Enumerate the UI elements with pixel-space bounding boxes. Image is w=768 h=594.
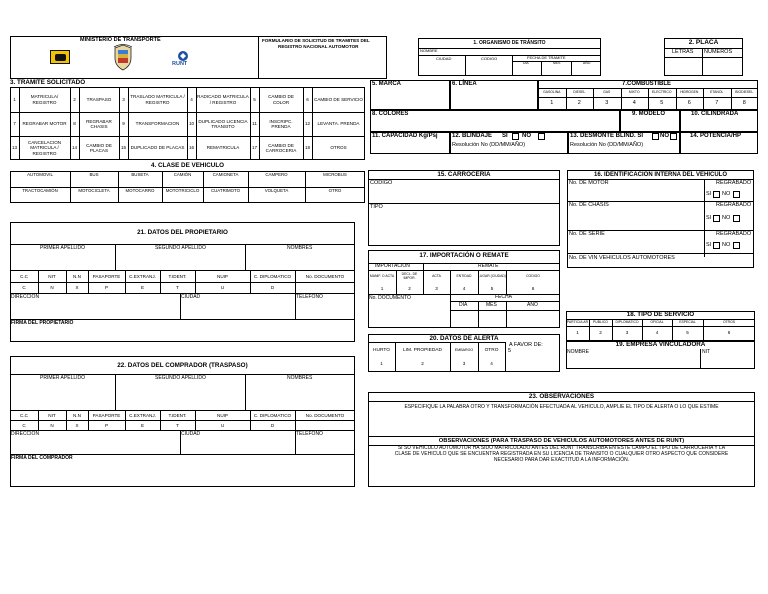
- vin-label[interactable]: No. DE VIN VEHICULOS AUTOMOTORES: [569, 255, 675, 261]
- import-option-number[interactable]: 1: [380, 285, 384, 291]
- tramite-title: 3. TRAMITE SOLICITADO: [10, 79, 86, 86]
- blindaje-si-label: SI: [502, 133, 508, 139]
- servicio-option-label: ESPECIAL: [679, 320, 696, 325]
- desmonte-title: 13. DESMONTE BLIND. SI: [570, 133, 644, 139]
- tramite-option-number[interactable]: 15: [120, 145, 127, 151]
- comp-direccion-label[interactable]: DIRECCION: [11, 431, 40, 437]
- doc-type-code[interactable]: E: [140, 284, 145, 290]
- potencia-title: 14. POTENCIA/HP: [690, 133, 742, 139]
- motor-no-label: NO: [722, 191, 731, 197]
- doc-type-header: PASAPORTE: [92, 273, 121, 279]
- organismo-codigo-label[interactable]: CODIGO: [481, 56, 498, 61]
- doc-type-code[interactable]: U: [220, 284, 225, 290]
- comp-segundo-apellido-label[interactable]: SEGUNDO APELLIDO: [155, 375, 206, 381]
- tramite-option-number[interactable]: 1: [13, 96, 16, 102]
- servicio-option-number[interactable]: 1: [576, 330, 579, 336]
- doc-type-header: PASAPORTE: [92, 412, 121, 418]
- observaciones-note-1: SI SU VEHICULO AUTOMOTOR HA SIDO MATRICULADO ANTES DEL RUNT TRANSCRIBA EN ESTE CAMPO EL TIPO DE CARROCERIA Y LA: [397, 445, 726, 451]
- tramite-option-label[interactable]: TRASLADO MATRICULA / REGISTRO: [130, 94, 185, 105]
- codigo-label: CODIGO: [526, 274, 540, 279]
- doc-type-header: NUIP: [217, 273, 228, 279]
- tramite-option-number[interactable]: 2: [73, 96, 76, 102]
- chasis-no-checkbox[interactable]: [733, 215, 740, 222]
- combustible-option-label: GAS: [603, 90, 611, 95]
- servicio-option-number[interactable]: 5: [686, 330, 689, 336]
- alerta-option-label: LIM. PROPIEDAD: [403, 347, 442, 353]
- ministry-title: MINISTERIO DE TRANSPORTE: [80, 37, 161, 43]
- clase-title: 4. CLASE DE VEHICULO: [150, 162, 225, 169]
- prop-nombres-label[interactable]: NOMBRES: [287, 245, 313, 251]
- doc-type-header: NUIP: [217, 412, 228, 418]
- combustible-option-number[interactable]: 5: [660, 100, 664, 107]
- doc-type-code[interactable]: X: [75, 422, 79, 428]
- linea-title: 6. LÍNEA: [452, 81, 477, 87]
- chasis-label[interactable]: No. DE CHASIS: [569, 202, 609, 208]
- importacion-title: 17. IMPORTACIÓN O REMATE: [419, 252, 509, 259]
- tramite-option-label[interactable]: RADICADO MATRICULA / REGISTRO: [197, 94, 249, 105]
- combustible-option-label: GASOLINA: [543, 90, 561, 95]
- tramite-option-number[interactable]: 12: [304, 121, 311, 127]
- alerta-option-number[interactable]: 1: [380, 361, 383, 367]
- desmonte-si-checkbox[interactable]: [652, 133, 659, 140]
- doc-type-code[interactable]: T: [176, 422, 179, 428]
- prop-primer-apellido-label[interactable]: PRIMER APELLIDO: [40, 245, 86, 251]
- combustible-title: 7.COMBUSTIBLE: [622, 81, 672, 87]
- colores-title: 8. COLORES: [372, 111, 409, 117]
- carroceria-panel: [368, 170, 560, 246]
- chasis-si-label: SI: [706, 215, 712, 221]
- chasis-no-label: NO: [722, 215, 731, 221]
- tramite-option-number[interactable]: 16: [188, 145, 195, 151]
- clase-option[interactable]: MICROBUS: [323, 172, 347, 178]
- import-mes-label[interactable]: MES: [486, 302, 497, 308]
- ministry-logo-icon: [50, 50, 70, 64]
- placa-numeros-label[interactable]: NÚMEROS: [704, 49, 733, 55]
- combustible-option-number[interactable]: 6: [687, 100, 691, 107]
- clase-option[interactable]: TRACTOCAMIÓN: [22, 188, 58, 194]
- serie-regrabado-label: REGRABADO: [716, 231, 752, 237]
- servicio-option-number[interactable]: 2: [599, 330, 602, 336]
- clase-option[interactable]: BUS: [89, 172, 99, 178]
- tramite-option-number[interactable]: 5: [253, 96, 256, 102]
- carroceria-title: 15. CARROCERÍA: [437, 171, 491, 178]
- alerta-title: 20. DATOS DE ALERTA: [429, 335, 499, 342]
- tramite-option-label[interactable]: CAMBIO DE CARROCERIA: [265, 142, 297, 153]
- clase-option[interactable]: AUTOMOVIL: [27, 172, 53, 178]
- empresa-nit-label[interactable]: NIT: [702, 349, 711, 355]
- organismo-ano-label[interactable]: AÑO: [583, 61, 591, 65]
- doc-type-header: NIT: [48, 412, 56, 418]
- organismo-dia-label[interactable]: DIA: [523, 61, 529, 65]
- serie-label[interactable]: No. DE SERIE: [569, 231, 605, 237]
- doc-type-header: NIT: [48, 273, 56, 279]
- prop-direccion-label[interactable]: DIRECCION: [11, 294, 40, 300]
- acta-label: ACTA: [432, 274, 441, 279]
- desmonte-no-label: NO: [660, 133, 669, 139]
- tramite-option-label[interactable]: CAMBIO DE COLOR: [268, 94, 294, 105]
- empresa-nombre-label[interactable]: NOMBRE: [567, 349, 589, 355]
- import-dia-label[interactable]: DIA: [459, 302, 468, 308]
- doc-type-header: C. DIPLOMATICO: [253, 273, 292, 279]
- doc-type-code[interactable]: X: [75, 284, 79, 290]
- tramite-option-label[interactable]: MATRICULA/ REGISTRO: [30, 94, 59, 105]
- organismo-fecha-label: FECHA DE TRAMITE: [527, 55, 566, 60]
- serie-si-label: SI: [706, 242, 712, 248]
- placa-letras-label[interactable]: LETRAS: [672, 49, 694, 55]
- propietario-title: 21. DATOS DEL PROPIETARIO: [137, 229, 228, 236]
- import-fecha-label: FECHA: [495, 294, 512, 300]
- doc-type-header: T.IDENT.: [168, 273, 187, 279]
- tramite-option-number[interactable]: 8: [73, 121, 76, 127]
- import-option-number[interactable]: 2: [408, 285, 411, 291]
- clase-option[interactable]: CUATRIMOTO: [210, 188, 241, 194]
- combustible-option-number[interactable]: 7: [715, 100, 719, 107]
- doc-type-header: C.EXTRANJ.: [129, 273, 156, 279]
- doc-type-code[interactable]: C: [22, 284, 26, 290]
- tramite-option-label[interactable]: LEVANTA. PRENDA: [317, 121, 360, 127]
- doc-type-code[interactable]: C: [22, 422, 26, 428]
- servicio-title: 18. TIPO DE SERVICIO: [626, 311, 695, 318]
- organismo-title: 1. ORGANISMO DE TRÁNSITO: [473, 40, 546, 46]
- runt-label: RUNT: [172, 61, 188, 67]
- prop-firma-label[interactable]: FIRMA DEL PROPIETARIO: [11, 320, 74, 326]
- doc-type-header: C.EXTRANJ.: [129, 412, 156, 418]
- desmonte-resolucion-label[interactable]: Resolución No (DD/MM/AÑO): [570, 142, 644, 148]
- comp-telefono-label[interactable]: TELEFONO: [296, 431, 323, 437]
- tramite-option-number[interactable]: 3: [122, 96, 125, 102]
- tramite-option-label[interactable]: OTROS: [330, 145, 347, 151]
- alerta-favor-num: 5: [508, 348, 512, 354]
- tramite-option-label[interactable]: REGRABAR MOTOR: [22, 121, 67, 127]
- tramite-option-number[interactable]: 13: [11, 145, 18, 151]
- motor-regrabado-label: REGRABADO: [716, 180, 752, 186]
- tramite-option-number[interactable]: 11: [252, 121, 257, 127]
- doc-type-code[interactable]: P: [104, 284, 109, 290]
- empresa-title: 19. EMPRESA VINCULADORA: [615, 341, 706, 348]
- modelo-title: 9. MODELO: [632, 111, 666, 117]
- capacidad-title: 11. CAPACIDAD Kg/Psj: [372, 133, 438, 139]
- lugar-label: LUGAR (CIUDAD): [478, 274, 506, 279]
- tramite-option-number[interactable]: 10: [188, 121, 195, 127]
- doc-type-header: N.N: [73, 412, 81, 418]
- alerta-option-label: HURTO: [373, 347, 390, 353]
- combustible-option-label: DIESEL: [573, 90, 586, 95]
- tramite-option-number[interactable]: 18: [304, 145, 311, 151]
- combustible-option-label: ELECTRICO: [652, 90, 672, 95]
- doc-type-code[interactable]: N: [50, 422, 54, 428]
- combustible-option-label: BIODIESEL: [735, 90, 754, 95]
- alerta-favor-label[interactable]: A FAVOR DE:: [509, 342, 543, 348]
- combustible-option-label: HIDROGEN: [680, 90, 699, 95]
- serie-no-label: NO: [722, 242, 731, 248]
- observaciones-note-3: NECESARIO PARA DAR EXACTITUD A LA INFORMACIÓN.: [493, 457, 630, 463]
- servicio-option-label: OFICIAL: [650, 320, 664, 325]
- tramite-option-label[interactable]: TRASPASO: [86, 96, 112, 102]
- tramite-option-label[interactable]: TRANSFORMACION: [135, 121, 180, 127]
- combustible-option-number[interactable]: 3: [605, 100, 609, 107]
- clase-option[interactable]: CAMIÓN: [173, 172, 192, 178]
- servicio-option-number[interactable]: 3: [625, 330, 629, 336]
- tramite-option-number[interactable]: 9: [122, 121, 125, 127]
- observaciones-instruccion: ESPECIFIQUE LA PALABRA OTRO Y TRANSFORMACIÓN EFECTUADA AL VEHICULO, AMPLIE EL TIPO DE ALERTA O LO QUE ESTIME: [404, 404, 719, 410]
- servicio-option-number[interactable]: 4: [655, 330, 659, 336]
- chasis-si-checkbox[interactable]: [713, 215, 720, 222]
- manif-label: MANIF. O ACTA: [369, 274, 395, 279]
- import-option-number[interactable]: 3: [435, 285, 438, 291]
- tramite-option-label[interactable]: CAMBIO DE SERVICIO: [314, 96, 363, 102]
- doc-type-header: No. DOCUMENTO: [305, 412, 345, 418]
- tramite-option-number[interactable]: 6: [306, 96, 309, 102]
- doc-type-code[interactable]: E: [140, 422, 145, 428]
- prop-segundo-apellido-label[interactable]: SEGUNDO APELLIDO: [155, 245, 206, 251]
- clase-option[interactable]: MOTOTRICICLO: [165, 188, 200, 194]
- comprador-title: 22. DATOS DEL COMPRADOR (TRASPASO): [117, 362, 248, 369]
- doc-type-header: T.IDENT.: [168, 412, 187, 418]
- tramite-option-label[interactable]: DUPLICADO LICENCIA TRANSITO: [198, 118, 248, 129]
- tramite-option-number[interactable]: 7: [13, 121, 16, 127]
- decl-label: DECL. DE IMPOR.: [401, 272, 418, 280]
- carroceria-tipo-label[interactable]: TIPO: [370, 204, 383, 210]
- alerta-option-label: OTRO: [484, 347, 499, 353]
- organismo-mes-label[interactable]: MES: [553, 61, 561, 65]
- doc-type-code[interactable]: P: [104, 422, 109, 428]
- comp-nombres-label[interactable]: NOMBRES: [287, 375, 313, 381]
- prop-telefono-label[interactable]: TELEFONO: [296, 294, 323, 300]
- motor-no-checkbox[interactable]: [733, 191, 740, 198]
- entidad-label: ENTIDAD: [456, 274, 472, 279]
- identificacion-title: 16. IDENTIFICACION INTERNA DEL VEHICULO: [593, 172, 727, 178]
- servicio-option-label: DIPLOMATICO: [615, 320, 639, 325]
- tramite-option-number[interactable]: 4: [190, 96, 193, 102]
- combustible-option-number[interactable]: 2: [577, 100, 581, 107]
- observaciones-sub-title: OBSERVACIONES (PARA TRASPASO DE VEHICULOS AUTOMOTORES ANTES DE RUNT): [438, 438, 685, 444]
- form-title-line-1: FORMULARIO DE SOLICITUD DE TRAMITES DEL: [262, 38, 370, 43]
- comp-primer-apellido-label[interactable]: PRIMER APELLIDO: [40, 375, 86, 381]
- clase-option[interactable]: MOTOCICLETA: [78, 188, 110, 194]
- serie-si-checkbox[interactable]: [713, 242, 720, 249]
- servicio-option-label: PUBLICO: [593, 320, 608, 325]
- tramite-option-label[interactable]: REMATRICULA: [206, 145, 240, 151]
- prop-ciudad-label[interactable]: CIUDAD: [181, 294, 201, 300]
- motor-si-checkbox[interactable]: [713, 191, 720, 198]
- import-option-number[interactable]: 6: [531, 285, 535, 291]
- servicio-option-label: OTROS: [722, 320, 736, 325]
- comp-ciudad-label[interactable]: CIUDAD: [181, 431, 201, 437]
- blindaje-no-label: NO: [522, 133, 531, 139]
- tramite-option-label[interactable]: CANCELACION MATRICULA / REGISTRO: [27, 140, 62, 156]
- clase-option[interactable]: BUSETA: [131, 172, 149, 178]
- motor-si-label: SI: [706, 191, 712, 197]
- doc-type-code[interactable]: D: [270, 422, 275, 428]
- remate-label: REMATE: [478, 263, 499, 269]
- importacion-label: IMPORTACION: [375, 263, 410, 269]
- doc-type-code[interactable]: U: [220, 422, 225, 428]
- alerta-option-number[interactable]: 2: [421, 361, 424, 367]
- motor-label[interactable]: No. DE MOTOR: [569, 180, 609, 186]
- combustible-option-label: MIXTO: [628, 90, 640, 95]
- tramite-option-label[interactable]: CAMBIO DE PLACAS: [86, 142, 112, 153]
- doc-type-code[interactable]: T: [176, 284, 179, 290]
- comp-firma-label[interactable]: FIRMA DEL COMPRADOR: [11, 455, 73, 461]
- doc-type-header: C.C: [20, 412, 28, 418]
- chasis-regrabado-label: REGRABADO: [716, 202, 752, 208]
- doc-type-header: No. DOCUMENTO: [305, 273, 345, 279]
- doc-type-header: C. DIPLOMATICO: [253, 412, 292, 418]
- combustible-option-number[interactable]: 4: [632, 100, 636, 107]
- marca-title: 5. MARCA: [372, 81, 402, 87]
- alerta-option-number[interactable]: 3: [462, 361, 466, 367]
- organismo-ciudad-label[interactable]: CIUDAD: [436, 56, 452, 61]
- clase-option[interactable]: VOLQUETA: [264, 188, 289, 194]
- alerta-option-number[interactable]: 4: [490, 361, 493, 367]
- blindaje-resolucion-label[interactable]: Resolución No (DD/MM/AÑO): [452, 142, 526, 148]
- carroceria-codigo-label[interactable]: CODIGO: [370, 180, 393, 186]
- organismo-nombre-label[interactable]: NOMBRE: [420, 48, 438, 53]
- placa-title: 2. PLACA: [688, 39, 719, 46]
- import-option-number[interactable]: 4: [462, 285, 466, 291]
- clase-option[interactable]: CAMPERO: [265, 172, 288, 178]
- observaciones-title: 23. OBSERVACIONES: [528, 393, 595, 400]
- cilindrada-title: 10. CILINDRADA: [691, 111, 739, 117]
- combustible-option-number[interactable]: 1: [550, 100, 554, 107]
- coat-of-arms-icon: [112, 44, 134, 72]
- tramite-option-number[interactable]: 17: [251, 145, 258, 151]
- doc-type-code[interactable]: N: [50, 284, 54, 290]
- combustible-option-label: ETANOL: [710, 90, 724, 95]
- servicio-option-label: PARTICULAR: [566, 320, 589, 325]
- observaciones-note-2: CLASE DE VEHICULO QUE SE ENCUENTRA REGISTRADA EN SU LICENCIA DE TRANSITO O CUALQUIER OTRO ASPECTO QUE CONSIDERE: [394, 451, 729, 457]
- tramite-option-label[interactable]: DUPLICADO DE PLACAS: [130, 145, 185, 151]
- import-ano-label[interactable]: AÑO: [527, 302, 538, 308]
- clase-option[interactable]: MOTOCARRO: [125, 188, 155, 194]
- doc-type-header: C.C: [20, 273, 28, 279]
- blindaje-no-checkbox[interactable]: [538, 133, 545, 140]
- combustible-option-number[interactable]: 8: [742, 100, 746, 107]
- doc-type-code[interactable]: D: [270, 284, 275, 290]
- import-documento-label[interactable]: No. DOCUMENTO: [369, 295, 411, 301]
- tramite-option-label[interactable]: INSCRIPC. PRENDA: [269, 118, 293, 129]
- import-option-number[interactable]: 5: [490, 285, 494, 291]
- clase-option[interactable]: CAMIONETA: [212, 172, 239, 178]
- tramite-option-label[interactable]: REGRABAR CHASIS: [86, 118, 112, 129]
- doc-type-header: N.N: [73, 273, 81, 279]
- desmonte-no-checkbox[interactable]: [670, 133, 677, 140]
- serie-no-checkbox[interactable]: [733, 242, 740, 249]
- alerta-option-label: EMBARGO: [454, 347, 474, 352]
- clase-option[interactable]: OTRO: [328, 188, 342, 194]
- tramite-option-number[interactable]: 14: [71, 145, 78, 151]
- blindaje-title: 12. BLINDAJE: [452, 133, 493, 139]
- blindaje-si-checkbox[interactable]: [512, 133, 519, 140]
- servicio-option-number[interactable]: 6: [727, 330, 731, 336]
- form-title-line-2: REGISTRO NACIONAL AUTOMOTOR: [278, 44, 359, 49]
